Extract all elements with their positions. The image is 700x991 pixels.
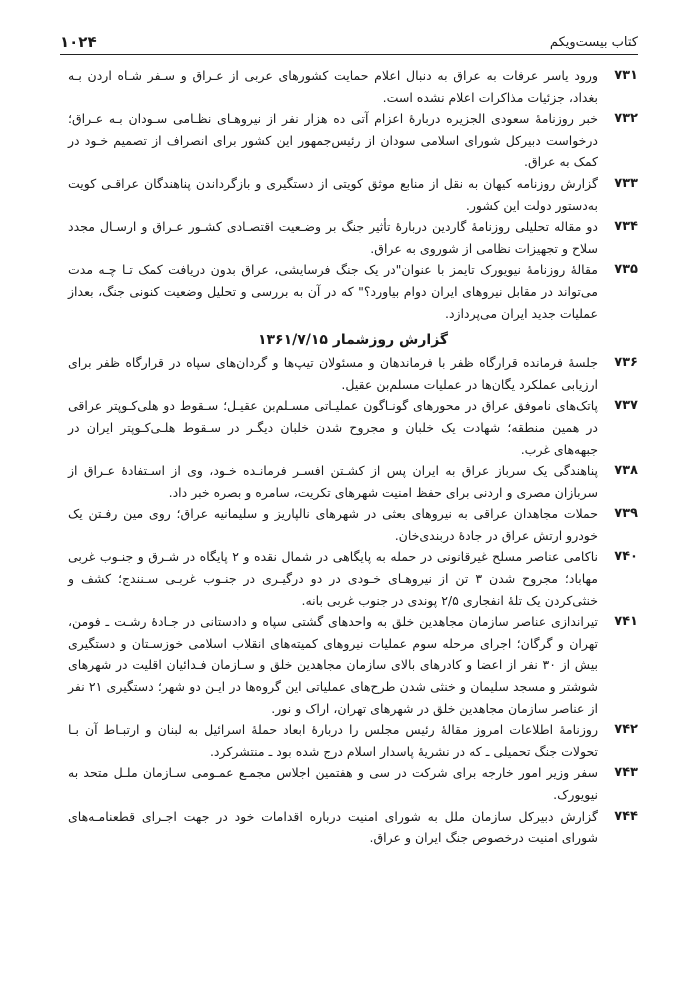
entry-number: ۷۳۲ xyxy=(614,111,638,127)
entries-before xyxy=(68,65,638,324)
entry-number: ۷۳۶ xyxy=(614,355,638,371)
entry-number: ۷۳۷ xyxy=(614,398,638,414)
entry-text: حملات مجاهدان عراقی به نیروهای بعثی در شهرهای نالپاریز و سلیمانیه عراق؛ روی مین رفـتن یک خودرو ارتش عراق در جادهٔ دربندی‌خان. xyxy=(68,506,598,543)
section-title: گزارش روزشمار ۱۳۶۱/۷/۱۵ xyxy=(257,332,449,349)
entry-number: ۷۳۱ xyxy=(614,68,638,83)
entry-item xyxy=(68,762,638,805)
entry-item xyxy=(68,216,638,259)
entry-number: ۷۳۴ xyxy=(614,219,638,235)
entry-text: روزنامهٔ اطلاعات امروز مقالهٔ رئیس مجلس را دربارهٔ ابعاد حملهٔ اسرائیل به لبنان و ارتبـاط آن بـا تحولات جنگ تحمیلی ـ که در نشریهٔ پاسدار اسلام درج شده بود ـ منتشرکرد. xyxy=(68,722,598,759)
entry-item xyxy=(68,395,638,460)
page-number: ۱۰۲۴ xyxy=(60,33,97,51)
entry-text: پاتک‌های ناموفق عراق در محورهای گونـاگون عملیـاتی مسـلم‌بن عقیـل؛ سـقوط دو هلی‌کـوپتر عراقی در همین منطقه؛ شهادت یک خلبان و مجروح شدن خلبان دیگـر در سـقوط هلـی‌کـوپتر ایران در جبهه‌های غرب. xyxy=(68,398,598,457)
entry-number: ۷۴۴ xyxy=(614,808,638,824)
entry-number: ۷۴۰ xyxy=(614,549,638,565)
entry-number: ۷۳۳ xyxy=(614,175,638,191)
entry-item xyxy=(68,460,638,503)
book-title: کتاب بیست‌ویکم xyxy=(549,35,638,50)
entry-text: پناهندگی یک سرباز عراق به ایران پس از کشـتن افسـر فرمانـده خـود، وی از اسـتفادهٔ عـراق از سربازان مصری و اردنی برای حفظ امنیت شهرهای تکریت، سامره و بصره خبر داد. xyxy=(68,463,598,500)
entry-text: گزارش روزنامه کیهان به نقل از منابع موثق کویتی از دستگیری و بازگرداندن پناهندگان عراقـی کویت به‌دستور دولت این کشور. xyxy=(68,175,598,213)
entry-item xyxy=(68,259,638,324)
entry-text: تیراندازی عناصر سازمان مجاهدین خلق به واحدهای گشتی سپاه و دادستانی در جـادهٔ رشـت ـ فومن، تهران و گرگان؛ اجرای مرحله سوم عملیات نیروهای کمیته‌های انقلاب اسلامی خوزسـتان و دستگیری بیش از ۳۰ نفر از اعضا و کادرهای بالای سازمان مجاهدین خلق و سـازمان فـدائیان اقلیت در شهرهای شوشتر و مسجد سلیمان و خنثی شدن طرح‌های عملیاتی این گروه‌ها در ایـن دو شهر؛ دستگیری ۲۱ نفر از عناصر سازمان مجاهدین خلق در شهرهای تهران، اراک و نور. xyxy=(68,614,598,716)
entry-number: ۷۳۸ xyxy=(614,463,638,479)
entry-item xyxy=(68,173,638,216)
entry-item xyxy=(68,65,638,108)
entry-text: ناکامی عناصر مسلح غیرقانونی در حمله به پایگاهی در شمال نقده و ۲ پایگاه در شـرق و جنـوب غربی مهاباد؛ مجروح شدن ۳ تن از نیروهـای خـودی در دو درگیـری در جنـوب غربـی سـنندج؛ کشف و خنثی‌کردن یک تلهٔ انفجاری ۲/۵ پوندی در جنوب غربی بانه. xyxy=(68,549,598,608)
entry-item xyxy=(68,806,638,849)
entry-item xyxy=(68,546,638,611)
entry-text: مقالهٔ روزنامهٔ نیویورک تایمز با عنوان"در یک جنگ فرسایشی، عراق بدون دریافت کمک تـا چـه مدت می‌تواند در مقابل نیروهای ایران دوام بیاورد؟" که در آن به بررسی و تحلیل وضعیت کنونی جنگ، بعداز عملیات جدید ایران می‌پردازد. xyxy=(68,262,598,321)
entry-item xyxy=(68,108,638,173)
entry-item xyxy=(68,611,638,719)
entry-text: جلسهٔ فرمانده قرارگاه ظفر با فرماندهان و مسئولان تیپ‌ها و گردان‌های سپاه در قرارگاه ظفر برای ارزیابی عملکرد یگان‌ها در عملیات مسلم‌بن عقیل. xyxy=(68,355,598,392)
entries-after xyxy=(68,352,638,849)
entry-number: ۷۳۵ xyxy=(614,262,638,278)
entry-text: دو مقاله تحلیلی روزنامهٔ گاردین دربارهٔ تأثیر جنگ بر وضـعیت اقتصـادی کشـور عـراق و ارسـال مجدد سلاح و تجهیزات نظامی از شوروی به عراق. xyxy=(68,219,598,256)
entry-item xyxy=(68,719,638,762)
entry-text: خبر روزنامهٔ سعودی الجزیره دربارهٔ اعزام آتی ده هزار نفر از نیروهـای نظـامی سـودان بـه عـراق؛ درخواست دبیرکل شورای اسلامی سودان از رئیس‌جمهور این کشور برای انصراف از تصمیم خـود در کمک به عراق. xyxy=(68,111,598,170)
page-header xyxy=(60,28,638,55)
entry-number: ۷۴۲ xyxy=(614,722,638,738)
entry-item xyxy=(68,503,638,546)
page-content xyxy=(68,65,638,849)
entry-number: ۷۴۱ xyxy=(614,614,638,630)
entry-number: ۷۴۳ xyxy=(614,765,638,781)
entry-text: گزارش دبیرکل سازمان ملل به شورای امنیت درباره اقدامات خود در جهت اجـرای قطعنامـه‌های شورای امنیت درخصوص جنگ ایران و عراق. xyxy=(68,808,598,846)
entry-number: ۷۳۹ xyxy=(614,506,638,522)
entry-text: سفر وزیر امور خارجه برای شرکت در سی و هفتمین اجلاس مجمـع عمـومی سـازمان ملـل متحد به نیویورک. xyxy=(68,765,598,802)
entry-item xyxy=(68,352,638,395)
entry-text: ورود یاسر عرفات به عراق به دنبال اعلام حمایت کشورهای عربی از عـراق و سـفر شـاه اردن بـه بغداد، جزئیات مذاکرات اعلام نشده است. xyxy=(68,68,598,105)
